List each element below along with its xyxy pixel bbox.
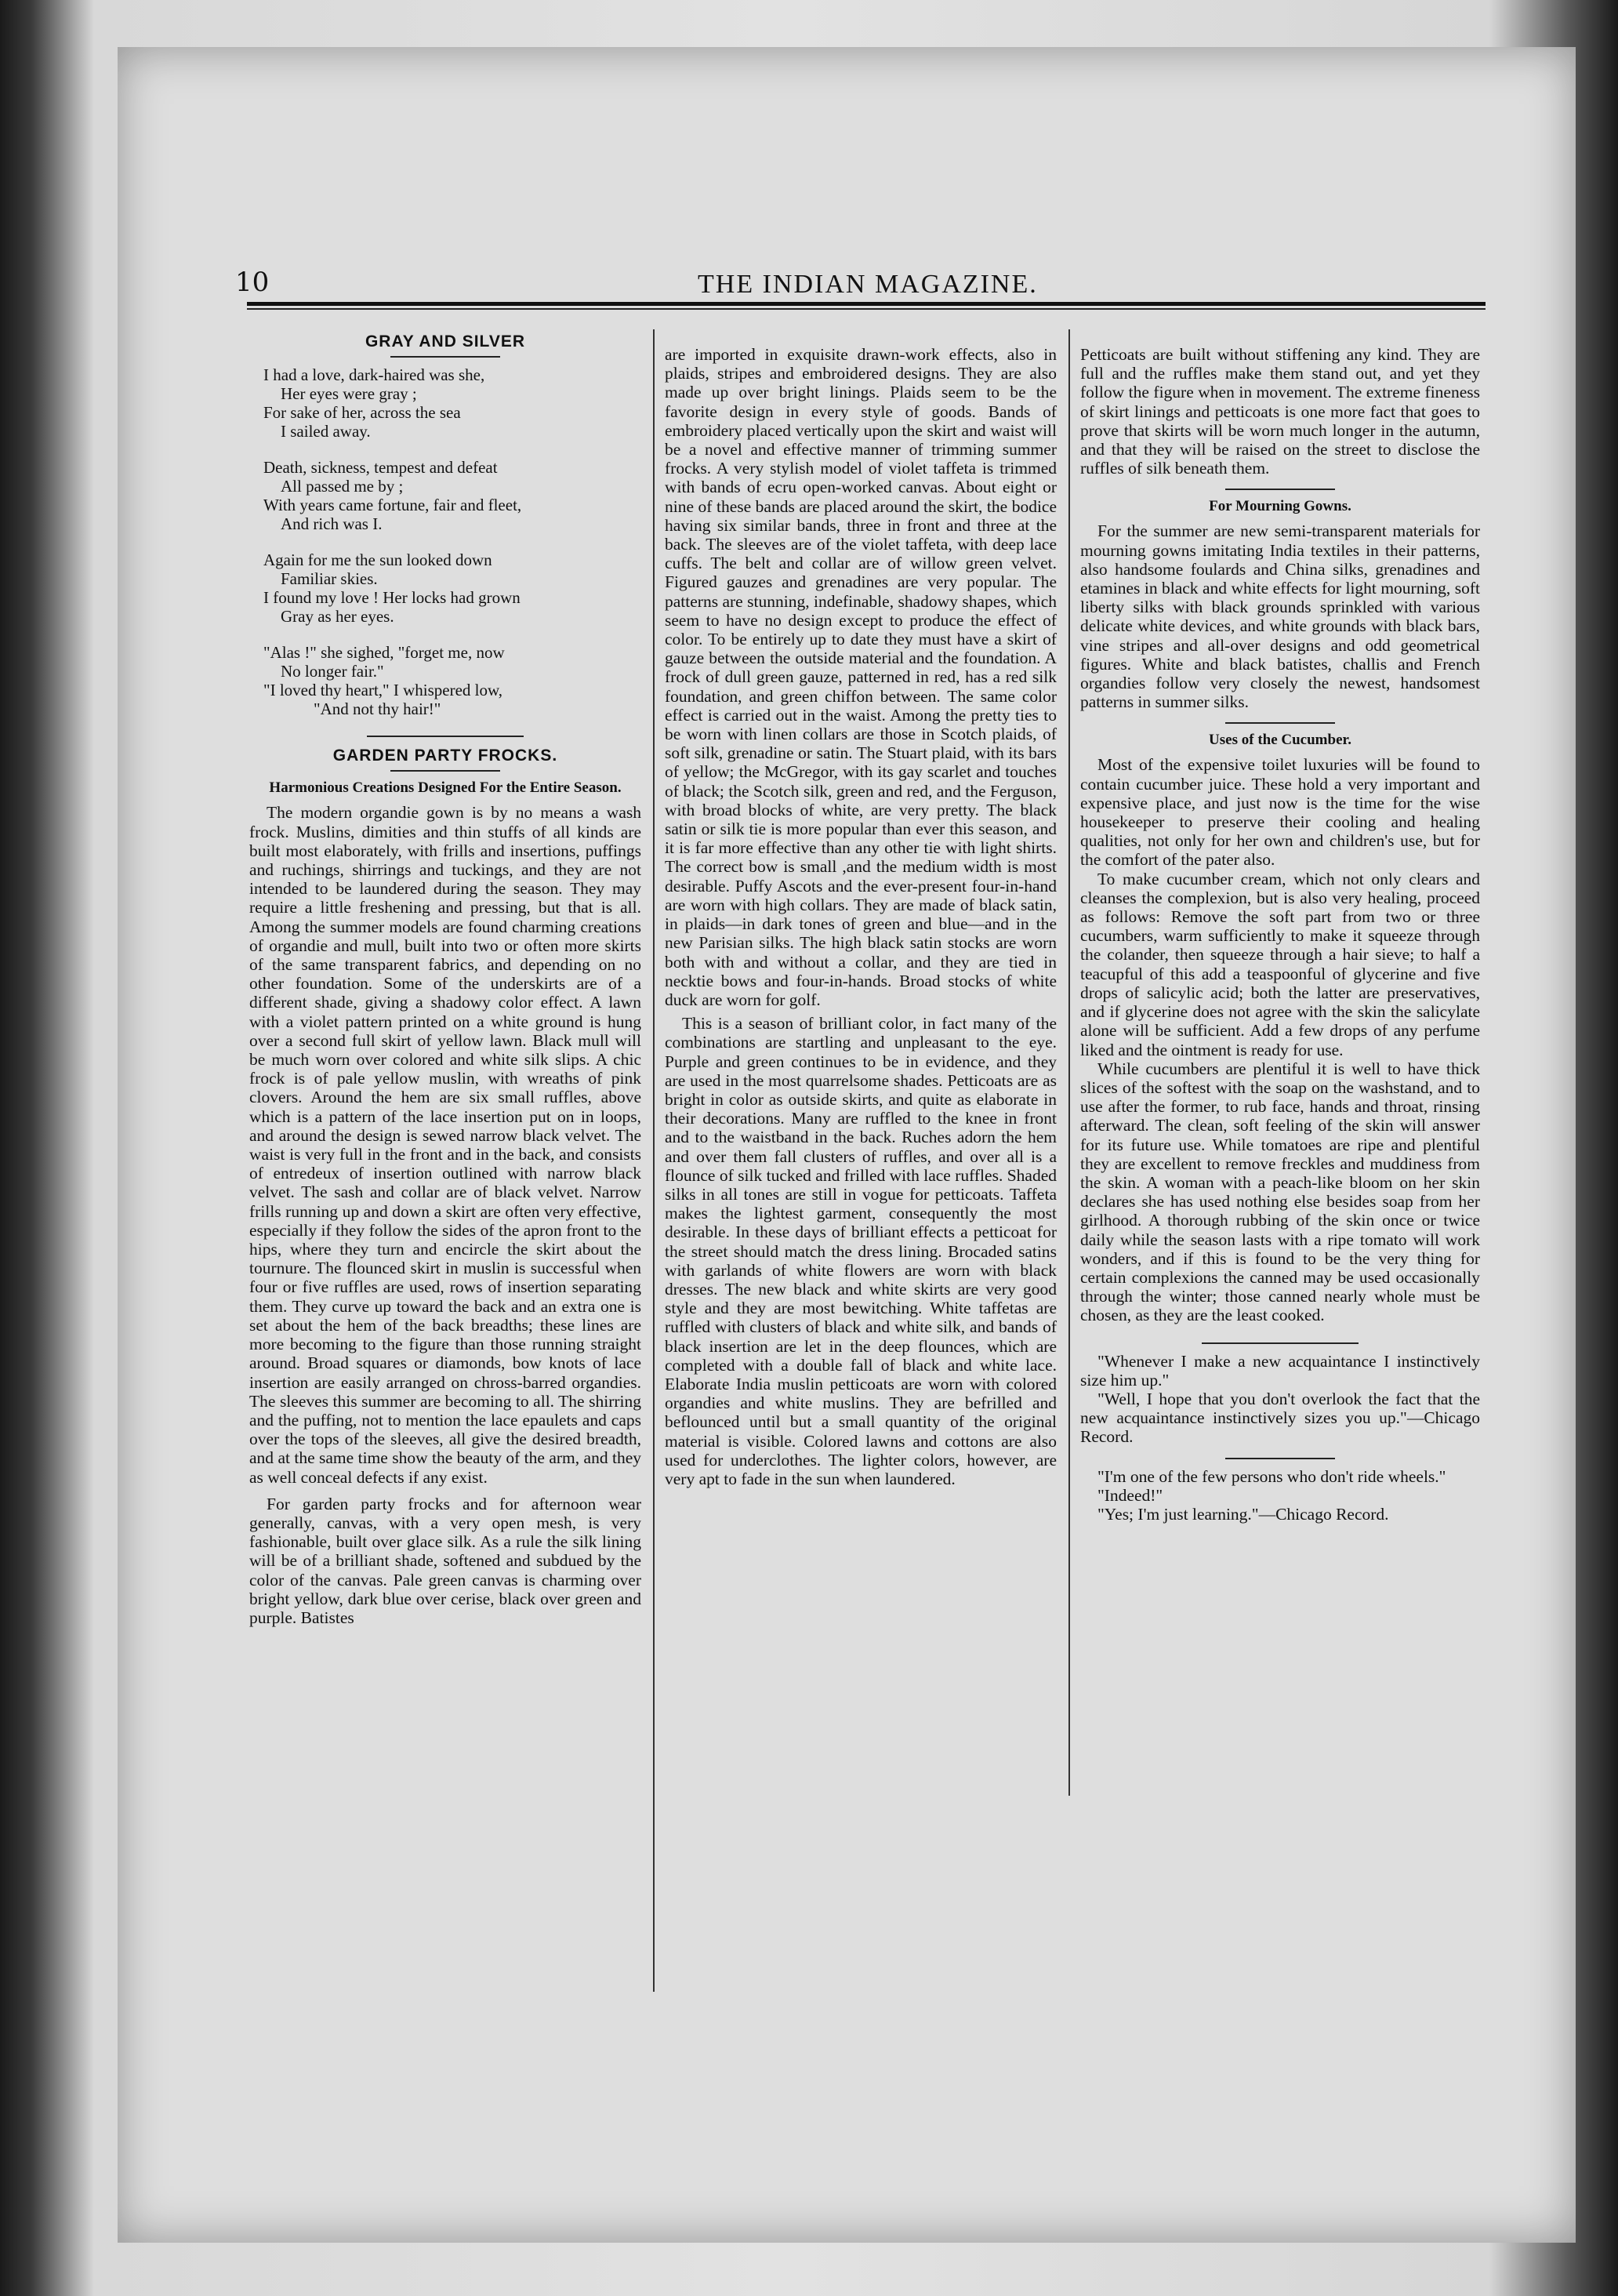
poem <box>263 365 641 718</box>
section-rule <box>1225 489 1335 490</box>
poem-line: With years came fortune, fair and fleet, <box>263 496 522 515</box>
article-title: GARDEN PARTY FROCKS. <box>332 747 558 765</box>
magazine-title: THE INDIAN MAGAZINE. <box>698 270 1038 299</box>
joke-line: "Well, I hope that you don't overlook the fact that the new acquaintance instinctively sizes you up."—Chicago Record. <box>1080 1389 1480 1447</box>
poem-line: All passed me by ; <box>281 477 404 496</box>
poem-line: Familiar skies. <box>281 569 378 589</box>
poem-stanza <box>263 643 641 718</box>
poem-stanza <box>263 550 641 626</box>
poem-line: Her eyes were gray ; <box>281 384 417 404</box>
article-paragraph: While cucumbers are plentiful it is well to have thick slices of the softest with the soap on the washstand, and to use after the former, to rub face, hands and throat, rinsing afterward. The clean, soft feeling of the skin will answer for its future use. While tomatoes are ripe and plentiful they are excellent to remove freckles and muddiness from the skin. A woman with a peach-like bloom on her skin declares she has used nothing else besides soap from her girlhood. A thorough rubbing of the skin once or twice daily while the season lasts with a ripe tomato will work wonders, and if this is found to be the very thing for certain complexions the canned may be used occasionally through the winter; those canned nearly whole must be chosen, as they are the least cooked. <box>1080 1059 1480 1325</box>
poem-line: I had a love, dark-haired was she, <box>263 365 485 385</box>
article-paragraph: For garden party frocks and for afternoon wear generally, canvas, with a very open mesh, is very fashionable, built over glace silk. As a rule the silk lining will be of a brilliant shade, softened and subdued by the color of the canvas. Pale green canvas is charming over bright yellow, dark blue over cerise, black over green and purple. Batistes <box>249 1494 641 1627</box>
mourning-gowns-heading: For Mourning Gowns. <box>1209 498 1351 515</box>
article-paragraph: are imported in exquisite drawn-work effects, also in plaids, stripes and embroidered designs. They are also made up over bright linings. Plaids seem to be the favorite design in every style of goods. Bands of embroidery placed vertically upon the skirt and waist will be a novel and effective manner of trimming summer frocks. A very stylish model of violet taffeta is trimmed with bands of ecru open-worked canvas. About eight or nine of these bands are placed around the skirt, the bodice having six similar bands, three in front and three at the back. The sleeves are of the violet taffeta, with deep lace cuffs. The belt and collar are of willow green velvet. Figured gauzes and grenadines are very popular. The patterns are stunning, indefinable, shadowy shapes, which seem to have no design except to produce the effect of color. To be entirely up to date they must have a skirt of gauze between the outside material and the foundation. A frock of dull green gauze, patterned in red, has a red silk foundation, and green chiffon between. The same color effect is carried out in the waist. Among the pretty ties to be worn with linen collars are those in Scotch plaids, of soft silk, grenadine or satin. The Stuart plaid, with its bars of yellow; the McGregor, with its gay scarlet and touches of black; the Scotch silk, green and red, and the Ferguson, with broad blocks of white, are very pretty. The black satin or silk tie is more popular than ever this season, and it is far more effective than any other tie with light shirts. The correct bow is small ,and the medium width is most desirable. Puffy Ascots and the ever-present four-in-hand are worn with high collars. They are made of black satin, in plaids—in dark tones of green and blue—and in the new Parisian silks. The high black satin stocks are worn both with and without a collar, and they are tied in necktie bows and four-in-hands. Broad stocks of white duck are worn for golf. <box>665 345 1057 1009</box>
poem-line: For sake of her, across the sea <box>263 403 461 423</box>
cucumber-heading: Uses of the Cucumber. <box>1209 732 1351 749</box>
poem-line: I found my love ! Her locks had grown <box>263 588 521 608</box>
column-divider-1 <box>653 329 655 1992</box>
article-paragraph: To make cucumber cream, which not only clears and cleanses the complexion, but is also very healing, proceed as follows: Remove the soft part from two or three cucumbers, warm sufficiently to make it squeeze through the colander, then squeeze through a hair sieve; to half a teacupful of this add a teaspoonful of glycerine and five drops of salicylic acid; both the latter are preservatives, and if glycerine does not agree with the skin the salicylate alone will be sufficient. Add a few drops of any perfume liked and the ointment is ready for use. <box>1080 869 1480 1059</box>
joke-line: "Yes; I'm just learning."—Chicago Record. <box>1097 1504 1389 1524</box>
section-rule <box>367 736 524 737</box>
article-paragraph: For the summer are new semi-transparent materials for mourning gowns imitating India textiles in their patterns, also handsome foulards and China silks, grenadines and etamines in black and white effects for light mourning, soft liberty silks with black grounds sprinkled with various delicate white devices, and white grounds with black bars, vine stripes and all-over designs and odd geometrical figures. White and black batistes, challis and French organdies follow very closely the newest, handsomest patterns in summer silks. <box>1080 521 1480 712</box>
section-rule <box>1225 722 1335 724</box>
article-subtitle: Harmonious Creations Designed For the Entire Season. <box>269 779 622 797</box>
column-2 <box>665 345 1057 1488</box>
article-paragraph: Petticoats are built without stiffening any kind. They are full and the ruffles make them stand out, and yet they follow the figure when in movement. The extreme fineness of skirt linings and petticoats is one more fact that goes to prove that skirts will be worn much longer in the autumn, and that they will be raised on the street to disclose the ruffles of silk beneath them. <box>1080 345 1480 478</box>
page-number: 10 <box>235 267 270 298</box>
poem-line: Again for me the sun looked down <box>263 550 492 570</box>
joke-line: "Whenever I make a new acquaintance I instinctively size him up." <box>1080 1351 1480 1390</box>
poem-line: No longer fair." <box>281 662 384 681</box>
column-1 <box>249 323 641 1627</box>
column-3 <box>1080 345 1480 1524</box>
poem-line: I sailed away. <box>281 422 371 441</box>
title-rule <box>390 770 500 772</box>
joke-line: "Indeed!" <box>1097 1485 1163 1505</box>
page-header <box>235 267 1497 314</box>
column-divider-2 <box>1068 329 1070 1796</box>
article-paragraph: Most of the expensive toilet luxuries will be found to contain cucumber juice. These hold a very important and expensive place, and just now is the time for the wise housekeeper to preserve their cooling and healing qualities, not only for her own and children's use, but for the comfort of the pater also. <box>1080 755 1480 870</box>
poem-line: And rich was I. <box>281 514 383 534</box>
poem-stanza <box>263 365 641 441</box>
joke-1 <box>1080 1352 1480 1447</box>
poem-line: "Alas !" she sighed, "forget me, now <box>263 643 505 663</box>
article-paragraph: The modern organdie gown is by no means a wash frock. Muslins, dimities and thin stuffs of all kinds are built most elaborately, with frills and insertions, puffings and ruchings, shirrings and tuckings, and they are not intended to be laundered during the season. They may require a little freshening and pressing, but that is all. Among the summer models are found charming creations of organdie and mull, built into two or often more skirts of the same transparent fabrics, and depending on no other foundation. Some of the underskirts are of a different shade, giving a shadowy color effect. A lawn with a violet pattern printed on a white ground is hung over a second full skirt of yellow lawn. Black mull will be much worn over colored and white silk slips. A chic frock is of pale yellow muslin, with wreaths of pink clovers. Around the hem are six small ruffles, above which is a pattern of the lace insertion put on in loops, and around the design is sewed narrow black velvet. The waist is very full in the front and in the back, and consists of entredeux of insertion outlined with narrow black velvet. The sash and collar are of black velvet. Narrow frills running up and down a skirt are often very effective, especially if they follow the sides of the apron front to the hips, where they turn and encircle the skirt about the tournure. The flounced skirt in muslin is successful when four or five ruffles are used, rows of insertion separating them. They curve up toward the back and an extra one is set about the hem of the back breadths; these lines are more becoming to the figure than those running straight around. Broad squares or diamonds, bow knots of lace insertion are easily arranged on chross-barred organdies. The sleeves this summer are becoming to all. The shirring and the puffing, not to mention the lace epaulets and caps over the tops of the sleeves, all give the desired breadth, and at the same time show the beauty of the arm, and they as well conceal defects if any exist. <box>249 803 641 1487</box>
joke-line: "I'm one of the few persons who don't ride wheels." <box>1097 1466 1446 1486</box>
header-rule <box>247 302 1486 306</box>
poem-line: Gray as her eyes. <box>281 607 394 627</box>
joke-2 <box>1080 1467 1480 1524</box>
poem-title: GRAY AND SILVER <box>365 332 526 351</box>
poem-line: Death, sickness, tempest and defeat <box>263 458 498 478</box>
poem-line: "And not thy hair!" <box>314 699 441 719</box>
section-rule <box>1202 1342 1359 1344</box>
article-paragraph: This is a season of brilliant color, in fact many of the combinations are startling and unpleasant to the eye. Purple and green continues to be in evidence, and they are used in the most quarrelsome shades. Petticoats are as bright in color as outside skirts, and quite as elaborate in their decorations. Many are ruffled to the knee in front and to the waistband in the back. Ruches adorn the hem and over them fall clusters of ruffles, and over all is a flounce of silk tucked and frilled with lace ruffles. Shaded silks in all tones are still in vogue for petticoats. Taffeta makes the lightest garment, consequently the most desirable. In these days of brilliant effects a petticoat for the street should match the dress lining. Brocaded satins with garlands of white flowers are worn with black dresses. The new black and white skirts are very good style and they are most bewitching. White taffetas are ruffled with clusters of black and white silk, and bands of black insertion are let in the deep flounces, which are completed with a double fall of black and white lace. Elaborate India muslin petticoats are worn with colored organdies and white muslins. They are befrilled and beflounced until but a small quantity of the original material is visible. Colored lawns and cottons are also used for underclothes. The lighter colors, however, are very apt to fade in the sun when laundered. <box>665 1014 1057 1488</box>
header-rule-thin <box>247 308 1486 310</box>
section-rule <box>1225 1458 1335 1459</box>
poem-line: "I loved thy heart," I whispered low, <box>263 681 503 700</box>
poem-stanza <box>263 458 641 533</box>
title-rule <box>390 356 500 358</box>
